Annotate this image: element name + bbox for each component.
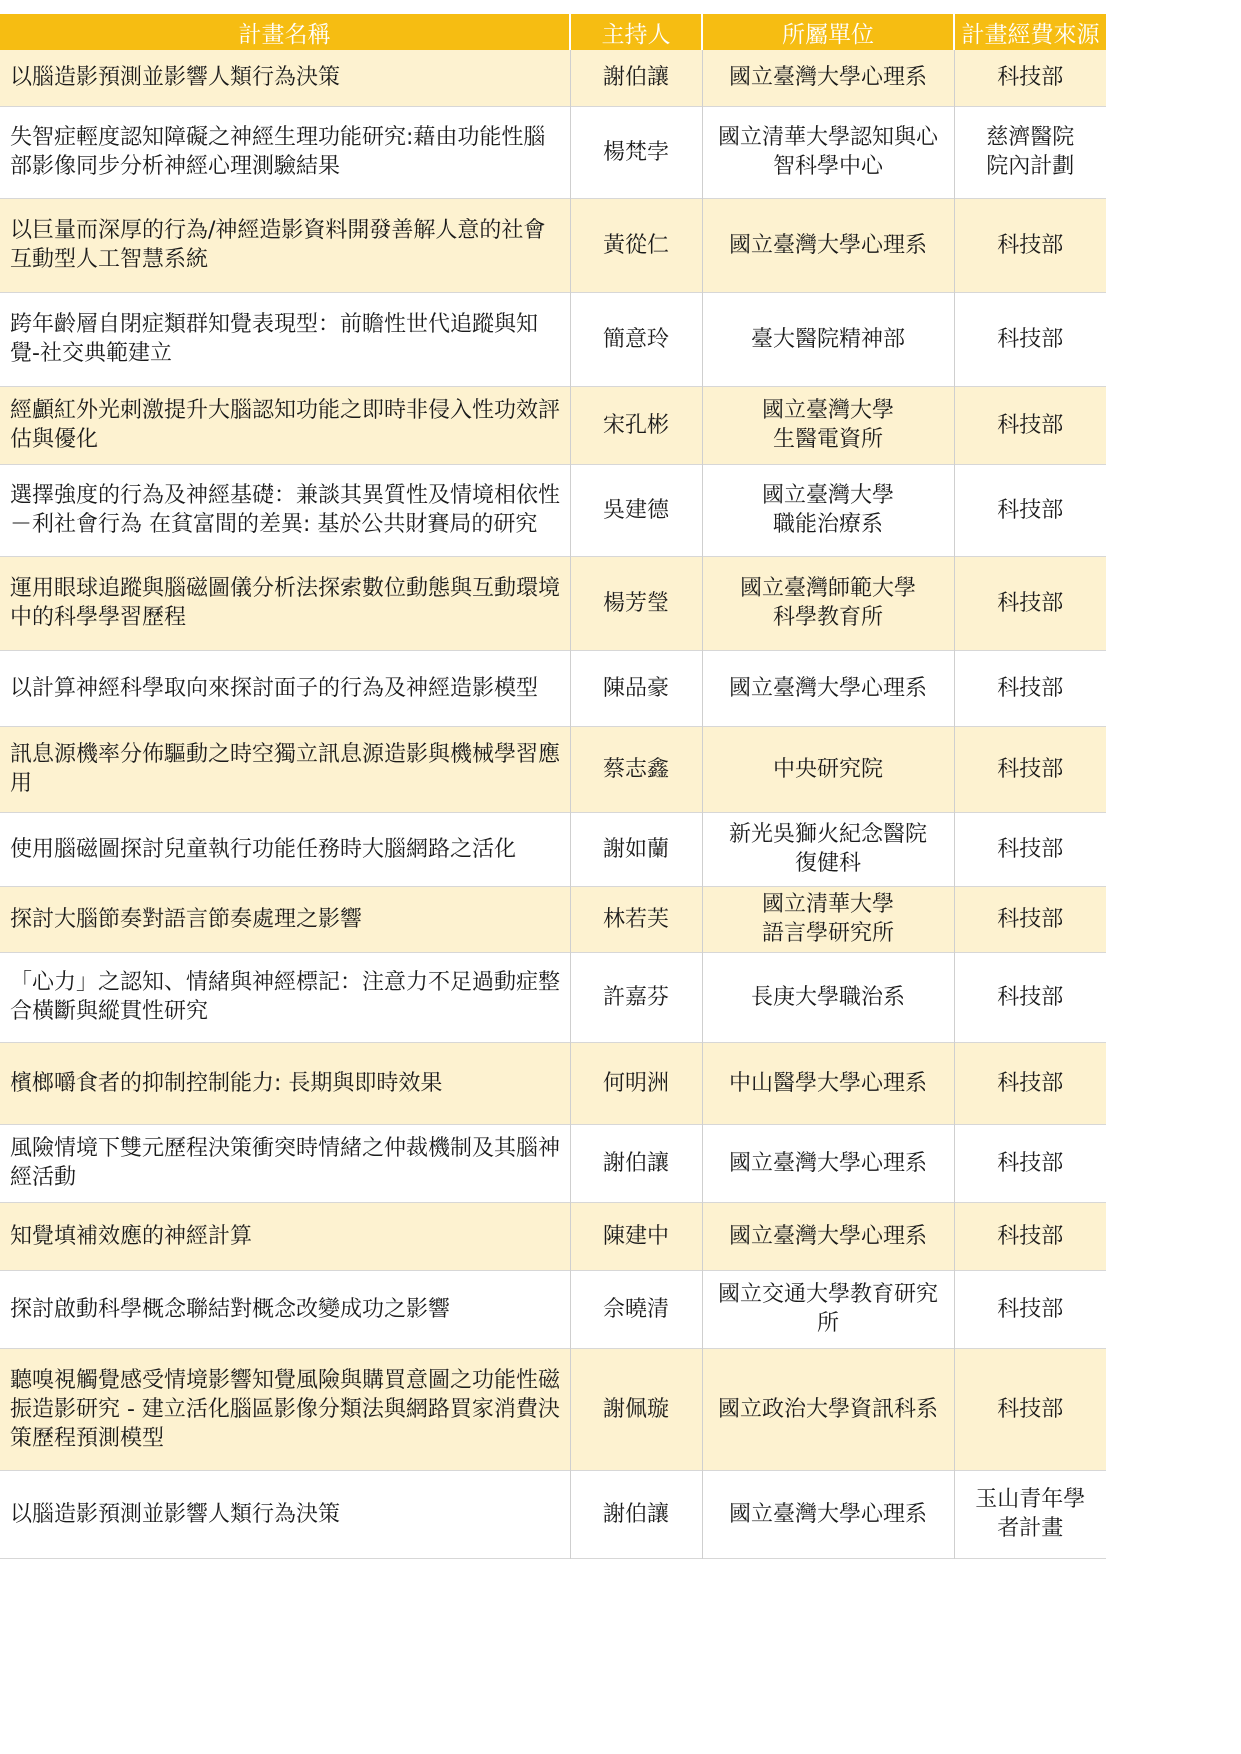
unit-name: 中山醫學大學心理系: [702, 1042, 954, 1124]
funding-source: 科技部: [954, 464, 1106, 556]
pi-name: 吳建德: [570, 464, 702, 556]
table-row: [0, 812, 1106, 886]
pi-name: 林若芙: [570, 886, 702, 952]
unit-name: 國立交通大學教育研究所: [702, 1270, 954, 1348]
pi-name: 謝伯讓: [570, 1470, 702, 1558]
project-name: 經顱紅外光刺激提升大腦認知功能之即時非侵入性功效評估與優化: [0, 386, 570, 464]
pi-name: 楊芳瑩: [570, 556, 702, 650]
project-name: 以巨量而深厚的行為/神經造影資料開發善解人意的社會互動型人工智慧系統: [0, 198, 570, 292]
pi-name: 謝佩璇: [570, 1348, 702, 1470]
project-name: 運用眼球追蹤與腦磁圖儀分析法探索數位動態與互動環境中的科學學習歷程: [0, 556, 570, 650]
unit-name: 新光吳獅火紀念醫院 復健科: [702, 812, 954, 886]
project-name: 跨年齡層自閉症類群知覺表現型：前瞻性世代追蹤與知覺-社交典範建立: [0, 292, 570, 386]
pi-name: 何明洲: [570, 1042, 702, 1124]
project-name: 訊息源機率分佈驅動之時空獨立訊息源造影與機械學習應用: [0, 726, 570, 812]
table-row: [0, 1124, 1106, 1202]
unit-name: 長庚大學職治系: [702, 952, 954, 1042]
pi-name: 宋孔彬: [570, 386, 702, 464]
project-name: 以腦造影預測並影響人類行為決策: [0, 50, 570, 106]
unit-name: 國立臺灣師範大學 科學教育所: [702, 556, 954, 650]
funding-source: 科技部: [954, 1348, 1106, 1470]
pi-name: 楊梵孛: [570, 106, 702, 198]
unit-name: 臺大醫院精神部: [702, 292, 954, 386]
table-row: [0, 464, 1106, 556]
unit-name: 國立臺灣大學心理系: [702, 650, 954, 726]
unit-name: 國立臺灣大學心理系: [702, 198, 954, 292]
project-name: 檳榔嚼食者的抑制控制能力: 長期與即時效果: [0, 1042, 570, 1124]
pi-name: 許嘉芬: [570, 952, 702, 1042]
funding-source: 科技部: [954, 292, 1106, 386]
table-row: [0, 1470, 1106, 1558]
unit-name: 國立臺灣大學心理系: [702, 50, 954, 106]
pi-name: 佘曉清: [570, 1270, 702, 1348]
table-row: [0, 556, 1106, 650]
pi-name: 謝伯讓: [570, 1124, 702, 1202]
header-pi: 主持人: [570, 14, 702, 50]
unit-name: 國立臺灣大學心理系: [702, 1470, 954, 1558]
pi-name: 謝如蘭: [570, 812, 702, 886]
table-row: [0, 1270, 1106, 1348]
pi-name: 蔡志鑫: [570, 726, 702, 812]
funding-source: 科技部: [954, 650, 1106, 726]
unit-name: 國立清華大學認知與心智科學中心: [702, 106, 954, 198]
header-project-name: 計畫名稱: [0, 14, 570, 50]
project-name: 探討啟動科學概念聯結對概念改變成功之影響: [0, 1270, 570, 1348]
header-row: [0, 14, 1106, 50]
table-row: [0, 1042, 1106, 1124]
table-row: [0, 386, 1106, 464]
funding-source: 科技部: [954, 1270, 1106, 1348]
table-row: [0, 198, 1106, 292]
project-name: 探討大腦節奏對語言節奏處理之影響: [0, 886, 570, 952]
funding-source: 慈濟醫院院內計劃: [954, 106, 1106, 198]
pi-name: 黃從仁: [570, 198, 702, 292]
header-funding-source: 計畫經費來源: [954, 14, 1106, 50]
pi-name: 陳建中: [570, 1202, 702, 1270]
project-name: 以腦造影預測並影響人類行為決策: [0, 1470, 570, 1558]
table-row: [0, 50, 1106, 106]
unit-name: 國立臺灣大學心理系: [702, 1202, 954, 1270]
funding-source: 科技部: [954, 198, 1106, 292]
unit-name: 國立臺灣大學 生醫電資所: [702, 386, 954, 464]
unit-name: 中央研究院: [702, 726, 954, 812]
pi-name: 簡意玲: [570, 292, 702, 386]
funding-source: 科技部: [954, 1124, 1106, 1202]
funding-source: 科技部: [954, 1042, 1106, 1124]
table-row: [0, 650, 1106, 726]
funding-source: 玉山青年學者計畫: [954, 1470, 1106, 1558]
project-table: [0, 14, 1106, 1559]
funding-source: 科技部: [954, 1202, 1106, 1270]
pi-name: 陳品豪: [570, 650, 702, 726]
unit-name: 國立臺灣大學 職能治療系: [702, 464, 954, 556]
pi-name: 謝伯讓: [570, 50, 702, 106]
project-name: 使用腦磁圖探討兒童執行功能任務時大腦網路之活化: [0, 812, 570, 886]
table-row: [0, 1348, 1106, 1470]
funding-source: 科技部: [954, 812, 1106, 886]
project-name: 聽嗅視觸覺感受情境影響知覺風險與購買意圖之功能性磁振造影研究 - 建立活化腦區影像分類法與網路買家消費決策歷程預測模型: [0, 1348, 570, 1470]
funding-source: 科技部: [954, 726, 1106, 812]
funding-source: 科技部: [954, 952, 1106, 1042]
table-row: [0, 1202, 1106, 1270]
funding-source: 科技部: [954, 50, 1106, 106]
project-name: 選擇強度的行為及神經基礎：兼談其異質性及情境相依性－利社會行為 在貧富間的差異: 基於公共財賽局的研究: [0, 464, 570, 556]
table-row: [0, 726, 1106, 812]
project-name: 以計算神經科學取向來探討面子的行為及神經造影模型: [0, 650, 570, 726]
table-row: [0, 106, 1106, 198]
header-unit: 所屬單位: [702, 14, 954, 50]
unit-name: 國立清華大學 語言學研究所: [702, 886, 954, 952]
table-row: [0, 886, 1106, 952]
unit-name: 國立政治大學資訊科系: [702, 1348, 954, 1470]
funding-source: 科技部: [954, 386, 1106, 464]
funding-source: 科技部: [954, 556, 1106, 650]
unit-name: 國立臺灣大學心理系: [702, 1124, 954, 1202]
project-name: 失智症輕度認知障礙之神經生理功能研究:藉由功能性腦部影像同步分析神經心理測驗結果: [0, 106, 570, 198]
funding-source: 科技部: [954, 886, 1106, 952]
table-row: [0, 292, 1106, 386]
table-row: [0, 952, 1106, 1042]
project-name: 「心力」之認知、情緒與神經標記：注意力不足過動症整合橫斷與縱貫性研究: [0, 952, 570, 1042]
project-name: 風險情境下雙元歷程決策衝突時情緒之仲裁機制及其腦神經活動: [0, 1124, 570, 1202]
project-name: 知覺填補效應的神經計算: [0, 1202, 570, 1270]
